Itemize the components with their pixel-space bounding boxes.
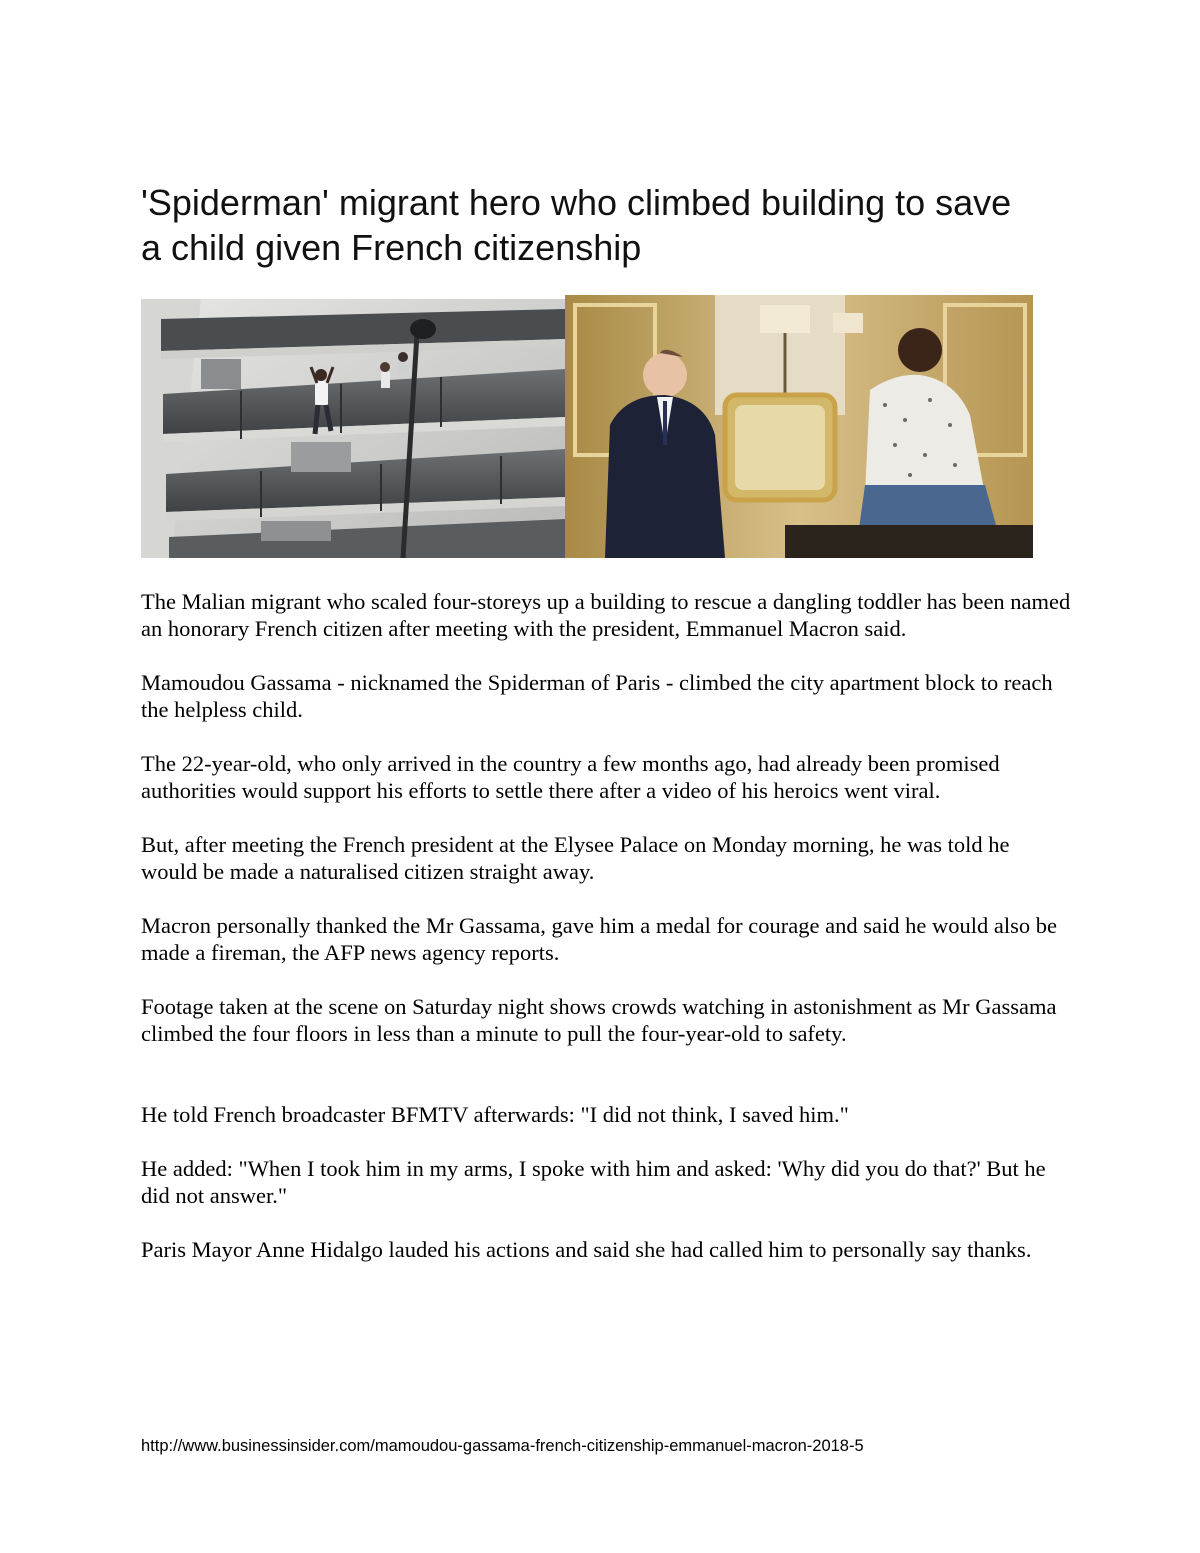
article-title: 'Spiderman' migrant hero who climbed building to save a child given French citizenship xyxy=(141,182,1012,268)
article-paragraph: He added: "When I took him in my arms, I spoke with him and asked: 'Why did you do that?' But he did not answer." xyxy=(141,1156,1046,1208)
elysee-meeting-photo xyxy=(565,295,1033,558)
building-climb-photo xyxy=(141,299,565,558)
source-link[interactable]: http://www.businessinsider.com/mamoudou-gassama-french-citizenship-emmanuel-macron-2018-5 xyxy=(141,1437,864,1455)
article-paragraph: The 22-year-old, who only arrived in the country a few months ago, had already been promised authorities would support his efforts to settle there after a video of his heroics went viral. xyxy=(141,751,1000,803)
article-body xyxy=(141,588,1071,1290)
article-paragraph: He told French broadcaster BFMTV afterwards: "I did not think, I saved him." xyxy=(141,1102,849,1127)
article-paragraph: Macron personally thanked the Mr Gassama, gave him a medal for courage and said he would also be made a fireman, the AFP news agency reports. xyxy=(141,913,1057,965)
article-paragraph: Mamoudou Gassama - nicknamed the Spiderman of Paris - climbed the city apartment block to reach the helpless child. xyxy=(141,670,1053,722)
article-paragraph: The Malian migrant who scaled four-storeys up a building to rescue a dangling toddler has been named an honorary French citizen after meeting with the president, Emmanuel Macron said. xyxy=(141,589,1071,641)
article-paragraph: But, after meeting the French president at the Elysee Palace on Monday morning, he was told he would be made a naturalised citizen straight away. xyxy=(141,832,1010,884)
article-paragraph: Paris Mayor Anne Hidalgo lauded his actions and said she had called him to personally say thanks. xyxy=(141,1237,1032,1262)
article-paragraph: Footage taken at the scene on Saturday night shows crowds watching in astonishment as Mr Gassama climbed the four floors in less than a minute to pull the four-year-old to safety. xyxy=(141,994,1057,1046)
